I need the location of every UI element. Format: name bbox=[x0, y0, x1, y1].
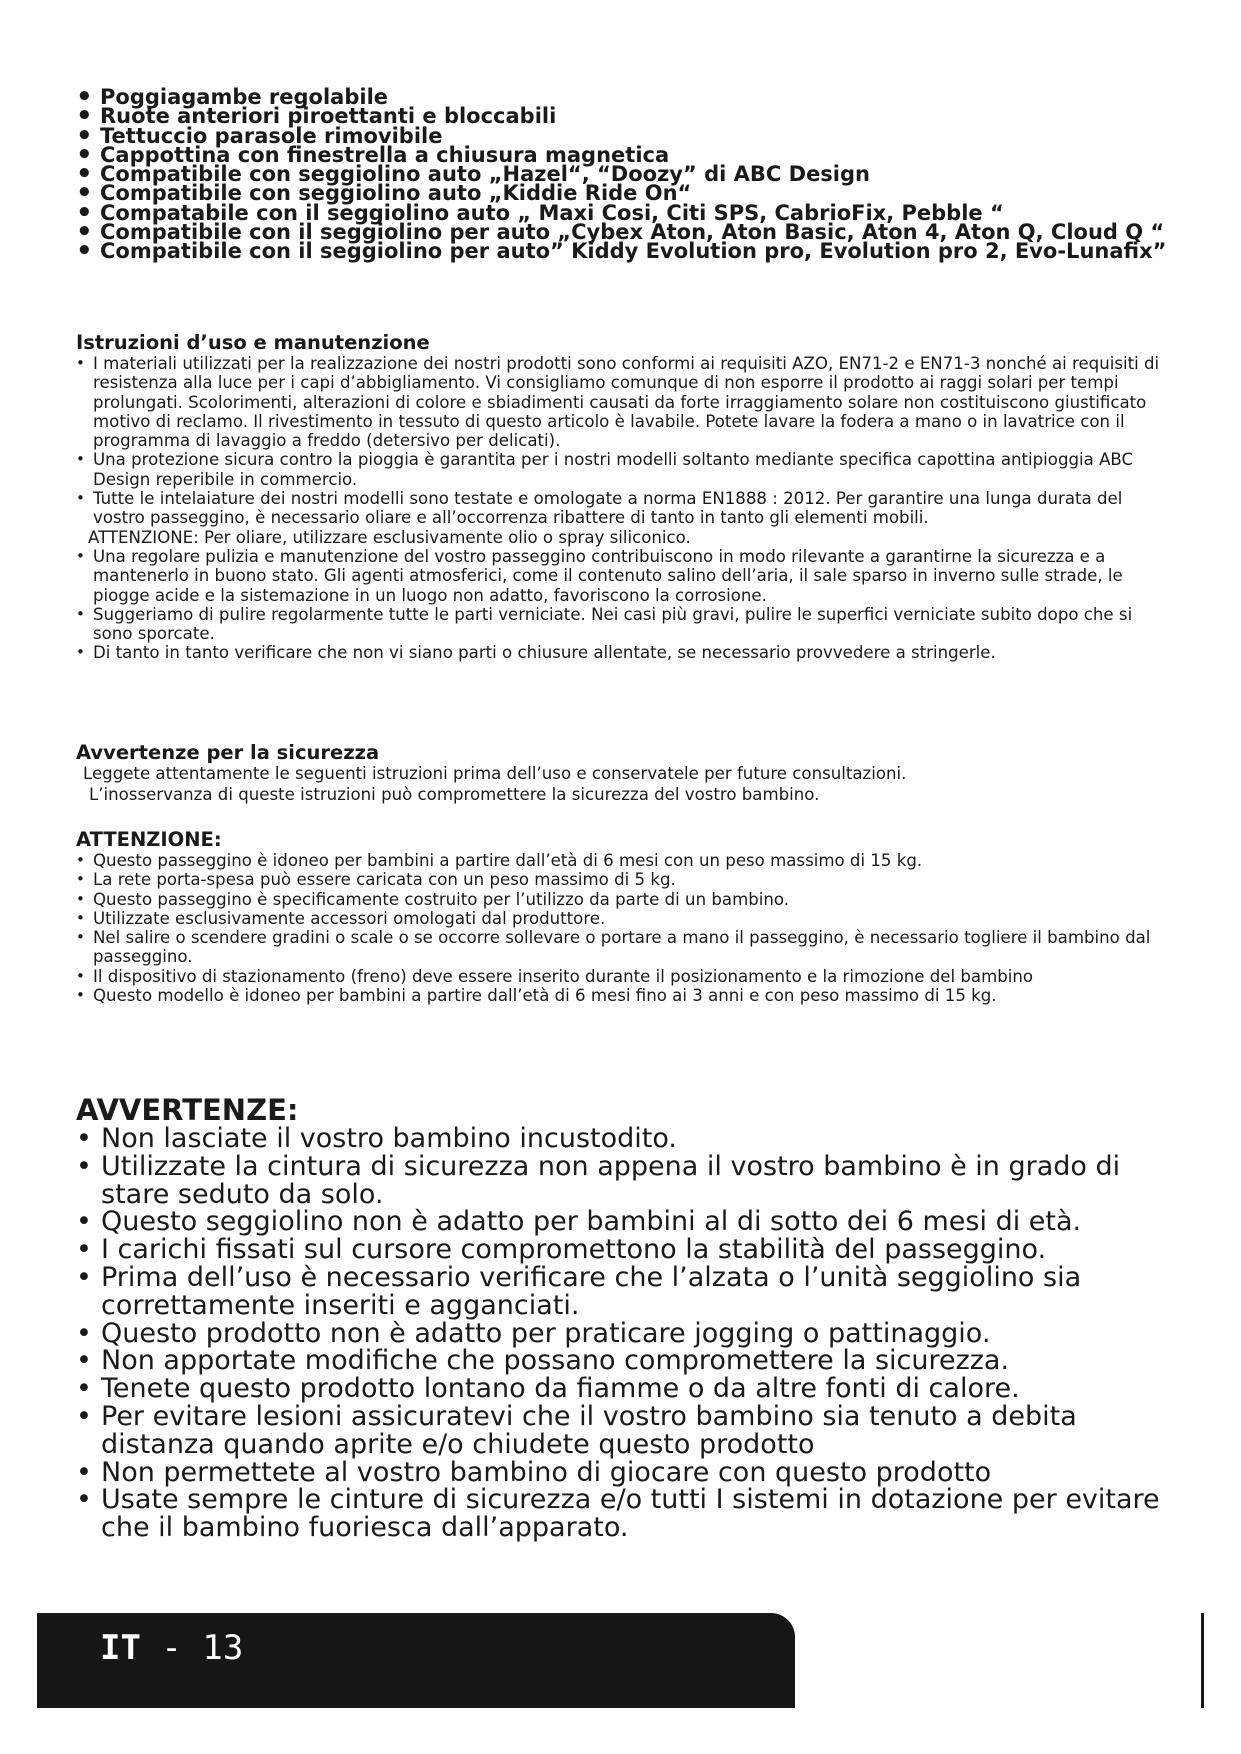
list-item: • Il dispositivo di stazionamento (freno) deve essere inserito durante il posizionamento e la rimozione del bambino bbox=[76, 967, 1176, 986]
safety-intro-2: L’inosservanza di queste istruzioni può compromettere la sicurezza del vostro bambino. bbox=[89, 784, 820, 804]
features-section bbox=[76, 85, 1176, 264]
list-item: • Tettuccio parasole rimovibile bbox=[76, 127, 1176, 146]
list-item: • I materiali utilizzati per la realizzazione dei nostri prodotti sono conformi ai requisiti AZO, EN71-2 e EN71-3 nonché ai requisiti di resistenza alla luce per i capi d’abbigliamento. Vi consigliamo comunque di non esporre il prodotto ai raggi solari per tempi prolungati. Scolorimenti, alterazioni di colore e sbiadimenti causati da forte irraggiamento solare non costituiscono giustificato motivo di reclamo. Il rivestimento in tessuto di questo articolo è lavabile. Potete lavare la fodera a mano o in lavatrice con il programma di lavaggio a freddo (detersivo per delicati). bbox=[76, 354, 1176, 450]
attention-section bbox=[76, 830, 1176, 1005]
list-item: • Utilizzate la cintura di sicurezza non appena il vostro bambino è in grado di stare seduto da solo. bbox=[76, 1153, 1176, 1209]
page-number: 13 bbox=[202, 1628, 244, 1668]
warnings-heading: AVVERTENZE: bbox=[76, 1093, 299, 1127]
warnings-list bbox=[76, 1125, 1176, 1542]
list-item: • I carichi fissati sul cursore compromettono la stabilità del passeggino. bbox=[76, 1236, 1176, 1264]
list-item: • Non lasciate il vostro bambino incustodito. bbox=[76, 1125, 1176, 1153]
list-item: • Usate sempre le cinture di sicurezza e/o tutti I sistemi in dotazione per evitare che il bambino fuoriesca dall’apparato. bbox=[76, 1486, 1176, 1542]
list-item: • Compatibile con seggiolino auto „Kiddie Ride On“ bbox=[76, 184, 1176, 203]
list-item: • Una regolare pulizia e manutenzione del vostro passeggino contribuiscono in modo rilevante a garantirne la sicurezza e a mantenerlo in buono stato. Gli agenti atmosferici, come il contenuto salino dell’aria, il sale sparso in inverno sulle strade, le piogge acide e la sistemazione in un luogo non adatto, favoriscono la corrosione. bbox=[76, 547, 1176, 605]
list-item: • Prima dell’uso è necessario verificare che l’alzata o l’unità seggiolino sia correttamente inseriti e agganciati. bbox=[76, 1264, 1176, 1320]
list-item: • Questo passeggino è idoneo per bambini a partire dall’età di 6 mesi con un peso massimo di 15 kg. bbox=[76, 851, 1176, 870]
list-item: • La rete porta-spesa può essere caricata con un peso massimo di 5 kg. bbox=[76, 870, 1176, 889]
safety-heading: Avvertenze per la sicurezza bbox=[76, 741, 380, 764]
list-item: • Una protezione sicura contro la pioggia è garantita per i nostri modelli soltanto mediante specifica capottina antipioggia ABC Design reperibile in commercio. bbox=[76, 450, 1176, 489]
list-item: • Cappottina con finestrella a chiusura magnetica bbox=[76, 146, 1176, 165]
list-item: • Questo seggiolino non è adatto per bambini al di sotto dei 6 mesi di età. bbox=[76, 1208, 1176, 1236]
list-item: • Questo modello è idoneo per bambini a partire dall’età di 6 mesi fino ai 3 anni e con peso massimo di 15 kg. bbox=[76, 986, 1176, 1005]
page-number-label bbox=[100, 1628, 243, 1668]
attention-heading: ATTENZIONE: bbox=[76, 828, 222, 851]
list-item: • Compatibile con seggiolino auto „Hazel“, “Doozy” di ABC Design bbox=[76, 165, 1176, 184]
maintenance-list-2 bbox=[76, 547, 1176, 663]
list-item: • Poggiagambe regolabile bbox=[76, 88, 1176, 107]
list-item: • Utilizzate esclusivamente accessori omologati dal produttore. bbox=[76, 909, 1176, 928]
list-item: • Non permettete al vostro bambino di giocare con questo prodotto bbox=[76, 1459, 1176, 1487]
list-item: • Questo passeggino è specificamente costruito per l’utilizzo da parte di un bambino. bbox=[76, 890, 1176, 909]
page-separator: - bbox=[140, 1628, 203, 1668]
list-item: • Questo prodotto non è adatto per praticare jogging o pattinaggio. bbox=[76, 1320, 1176, 1348]
list-item: • Compatabile con il seggiolino auto „ Maxi Cosi, Citi SPS, CabrioFix, Pebble “ bbox=[76, 204, 1176, 223]
list-item: • Tutte le intelaiature dei nostri modelli sono testate e omologate a norma EN1888 : 2012. Per garantire una lunga durata del vostro passeggino, è necessario oliare e all’occorrenza ribattere di tanto in tanto gli elementi mobili. bbox=[76, 489, 1176, 528]
safety-intro: Leggete attentamente le seguenti istruzioni prima dell’uso e conservatele per future consultazioni. bbox=[83, 764, 907, 783]
attention-list bbox=[76, 851, 1176, 1005]
maintenance-section bbox=[76, 333, 1176, 663]
maintenance-list bbox=[76, 354, 1176, 528]
list-item: • Suggeriamo di pulire regolarmente tutte le parti verniciate. Nei casi più gravi, pulire le superfici verniciate subito dopo che si sono sporcate. bbox=[76, 605, 1176, 644]
maintenance-heading: Istruzioni d’uso e manutenzione bbox=[76, 331, 430, 354]
language-code: IT bbox=[100, 1628, 141, 1668]
list-item: • Compatibile con il seggiolino per auto” Kiddy Evolution pro, Evolution pro 2, Evo-Lunafix” bbox=[76, 242, 1176, 261]
list-item: • Ruote anteriori piroettanti e bloccabili bbox=[76, 107, 1176, 126]
list-item: • Compatibile con il seggiolino per auto „Cybex Aton, Aton Basic, Aton 4, Aton Q, Cloud Q “ bbox=[76, 223, 1176, 242]
list-item: • Di tanto in tanto verificare che non vi siano parti o chiusure allentate, se necessario provvedere a stringerle. bbox=[76, 643, 1176, 662]
list-item: • Tenete questo prodotto lontano da fiamme o da altre fonti di calore. bbox=[76, 1375, 1176, 1403]
features-list bbox=[76, 85, 1176, 264]
oil-note: ATTENZIONE: Per oliare, utilizzare esclusivamente olio o spray siliconico. bbox=[88, 527, 691, 547]
safety-section bbox=[76, 743, 1176, 805]
warnings-section bbox=[76, 1095, 1176, 1542]
right-edge-rule bbox=[1201, 1613, 1204, 1708]
list-item: • Per evitare lesioni assicuratevi che il vostro bambino sia tenuto a debita distanza quando aprite e/o chiudete questo prodotto bbox=[76, 1403, 1176, 1459]
list-item: • Nel salire o scendere gradini o scale o se occorre sollevare o portare a mano il passeggino, è necessario togliere il bambino dal passeggino. bbox=[76, 928, 1176, 967]
list-item: • Non apportate modifiche che possano compromettere la sicurezza. bbox=[76, 1347, 1176, 1375]
